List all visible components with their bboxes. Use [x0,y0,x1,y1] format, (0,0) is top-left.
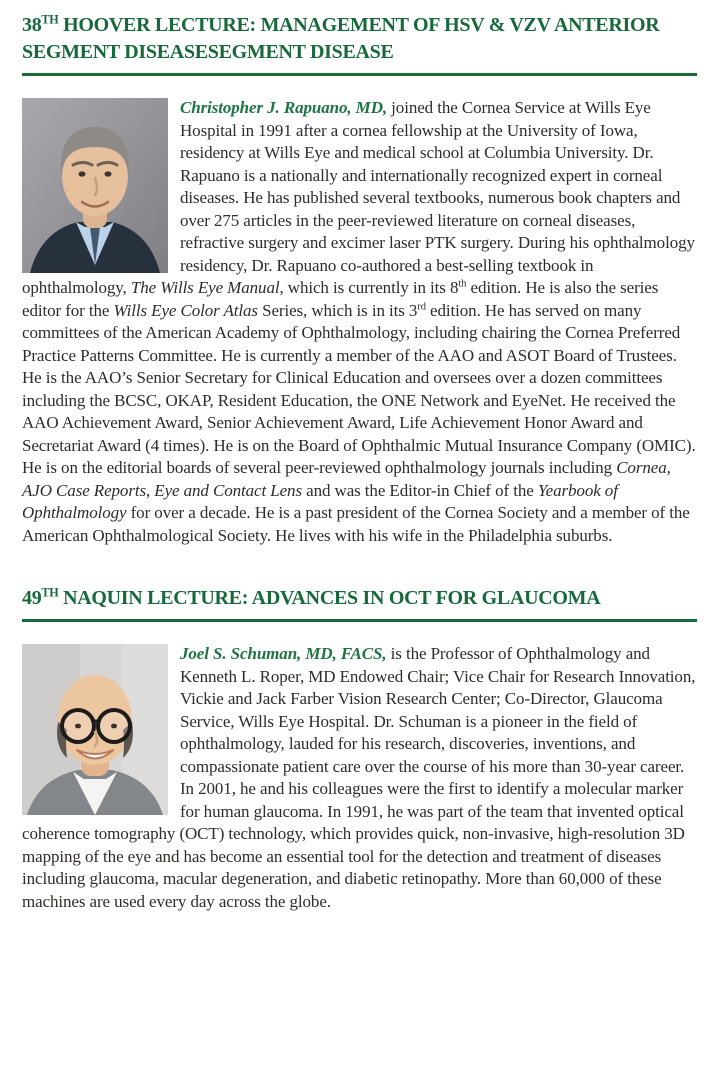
rapuano-bio-text: Christopher J. Rapuano, MD, joined the Cornea Service at Wills Eye Hospital in 1991 after a cornea fellowship at the University of Iowa, residency at Wills Eye and medical school at Columbia University. Dr. Rapuano is a nationally and internationally recognized expert in corneal diseases. He has published several textbooks, numerous book chapters and over 275 articles in the peer-reviewed literature on corneal diseases, refractive surgery and excimer laser PTK surgery. During his ophthalmology residency, Dr. Rapuano co-authored a best-selling textbook in ophthalmology, The Wills Eye Manual, which is currently in its 8th edition. He is also the series editor for the Wills Eye Color Atlas Series, which is in its 3rd edition. He has served on many committees of the American Academy of Ophthalmology, including chairing the Cornea Preferred Practice Patterns Committee. He is currently a member of the AAO and ASOT Board of Trustees. He is the AAO’s Senior Secretary for Clinical Education and oversees over a dozen committees including the BCSC, OKAP, Resident Education, the ONE Network and EyeNet. He received the AAO Achievement Award, Senior Achievement Award, Life Achievement Honor Award and Secretariat Award (4 times). He is on the Board of Ophthalmic Mutual Insurance Company (OMIC). He is on the editorial boards of several peer-reviewed ophthalmology journals including Cornea, AJO Case Reports, Eye and Contact Lens and was the Editor-in Chief of the Yearbook of Ophthalmology for over a decade. He is a past president of the Cornea Society and a member of the American Ophthalmological Society. He lives with his wife in the Philadelphia suburbs. [22,98,696,545]
rapuano-portrait-photo [22,98,168,273]
hoover-heading-rule [22,73,697,76]
hoover-lecture-heading: 38TH HOOVER LECTURE: MANAGEMENT OF HSV & VZV ANTERIOR SEGMENT DISEASESEGMENT DISEASE [22,12,660,63]
schuman-portrait-photo [22,644,168,815]
naquin-heading-rule [22,619,697,622]
schuman-bio-text: Joel S. Schuman, MD, FACS, is the Professor of Ophthalmology and Kenneth L. Roper, MD Endowed Chair; Vice Chair for Research Innovation, Vickie and Jack Farber Vision Research Center; Co-Director, Glaucoma Service, Wills Eye Hospital. Dr. Schuman is a pioneer in the field of ophthalmology, lauded for his research, discoveries, inventions, and compassionate patient care over the course of his more than 30-year career. In 2001, he and his colleagues were the first to identify a molecular marker for human glaucoma. In 1991, he was part of the team that invented optical coherence tomography (OCT) technology, which provides quick, non-invasive, high-resolution 3D mapping of the eye and has become an essential tool for the detection and treatment of diseases including glaucoma, macular degeneration, and diabetic retinopathy. More than 60,000 of these machines are used every day across the globe. [22,644,696,911]
section-naquin-lecture [22,585,697,913]
section-hoover-lecture [22,12,697,547]
naquin-lecture-heading: 49TH NAQUIN LECTURE: ADVANCES IN OCT FOR GLAUCOMA [22,585,601,609]
naquin-speaker-bio [22,643,697,913]
hoover-speaker-bio [22,97,697,547]
